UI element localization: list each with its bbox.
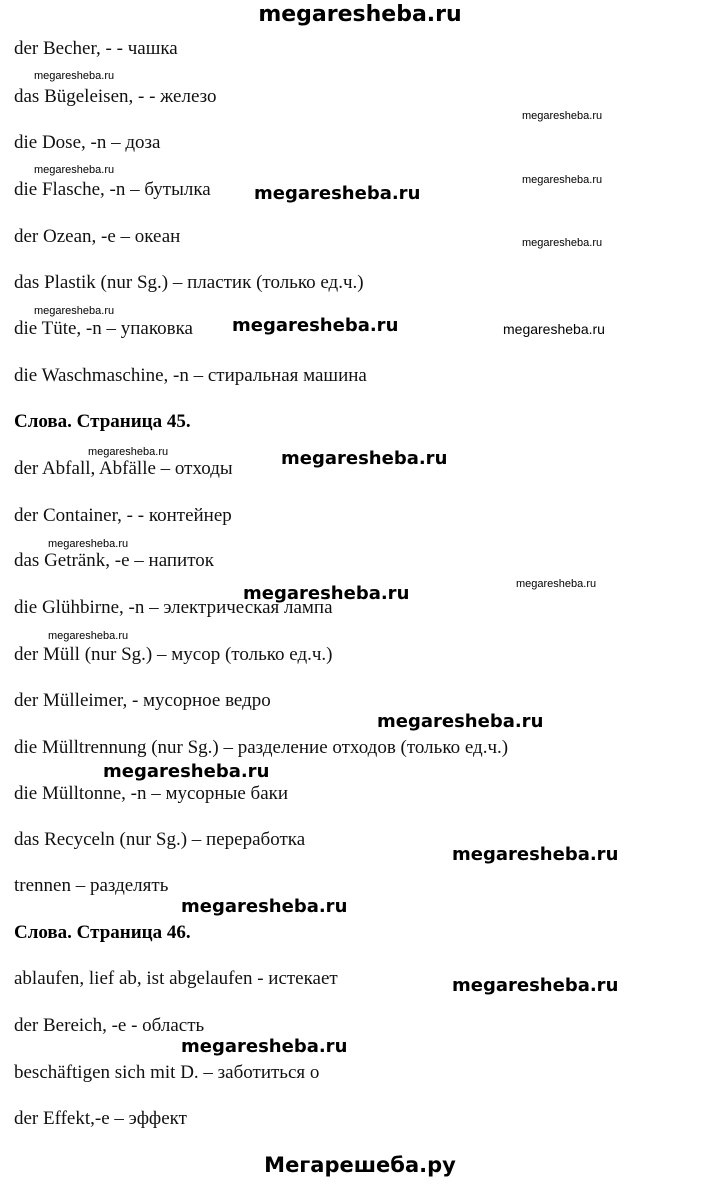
watermark-large: megaresheba.ru — [452, 844, 619, 865]
watermark-small: megaresheba.ru — [522, 237, 603, 249]
vocab-entry: die Tüte, -n – упаковка — [14, 318, 193, 339]
section-heading: Слова. Страница 45. — [14, 411, 191, 432]
watermark-small: megaresheba.ru — [522, 110, 603, 122]
vocab-entry: der Abfall, Abfälle – отходы — [14, 458, 233, 479]
vocab-entry: die Waschmaschine, -n – стиральная машина — [14, 365, 367, 386]
watermark-small: megaresheba.ru — [48, 630, 129, 642]
vocab-entry: der Ozean, -e – океан — [14, 226, 181, 247]
vocab-entry: das Bügeleisen, - - железо — [14, 86, 217, 107]
watermark-small: megaresheba.ru — [88, 446, 169, 458]
vocab-entry: der Bereich, -e - область — [14, 1015, 205, 1036]
vocab-entry: beschäftigen sich mit D. – заботиться о — [14, 1062, 320, 1083]
vocab-entry: ablaufen, lief ab, ist abgelaufen - истекает — [14, 968, 338, 989]
watermark-large: megaresheba.ru — [281, 448, 448, 469]
vocab-entry: das Getränk, -e – напиток — [14, 550, 215, 571]
watermark-small: megaresheba.ru — [48, 538, 129, 550]
vocab-entry: der Mülleimer, - мусорное ведро — [14, 690, 271, 711]
watermark-small: megaresheba.ru — [34, 164, 115, 176]
site-footer: Мегарешеба.ру — [264, 1153, 456, 1177]
vocab-entry: der Container, - - контейнер — [14, 505, 232, 526]
vocab-entry: das Plastik (nur Sg.) – пластик (только ед.ч.) — [14, 272, 364, 293]
vocab-entry: die Dose, -n – доза — [14, 132, 161, 153]
watermark-large: megaresheba.ru — [254, 183, 421, 204]
vocab-entry: der Effekt,-e – эффект — [14, 1108, 187, 1129]
watermark-small: megaresheba.ru — [516, 578, 597, 590]
watermark-large: megaresheba.ru — [232, 315, 399, 336]
section-heading: Слова. Страница 46. — [14, 922, 191, 943]
site-header: megaresheba.ru — [258, 2, 462, 27]
watermark-large: megaresheba.ru — [181, 1036, 348, 1057]
watermark-large: megaresheba.ru — [103, 761, 270, 782]
watermark-large: megaresheba.ru — [243, 583, 410, 604]
vocab-entry: der Becher, - - чашка — [14, 38, 178, 59]
vocab-entry: die Flasche, -n – бутылка — [14, 179, 211, 200]
watermark-large: megaresheba.ru — [181, 896, 348, 917]
vocab-entry: trennen – разделять — [14, 875, 169, 896]
vocab-entry: die Mülltonne, -n – мусорные баки — [14, 783, 289, 804]
watermark-large: megaresheba.ru — [452, 975, 619, 996]
vocab-entry: der Müll (nur Sg.) – мусор (только ед.ч.) — [14, 644, 333, 665]
watermark-large: megaresheba.ru — [377, 711, 544, 732]
watermark-small: megaresheba.ru — [522, 174, 603, 186]
vocab-entry: die Mülltrennung (nur Sg.) – разделение отходов (только ед.ч.) — [14, 737, 509, 758]
vocab-entry: das Recyceln (nur Sg.) – переработка — [14, 829, 306, 850]
watermark-medium: megaresheba.ru — [503, 321, 605, 337]
watermark-small: megaresheba.ru — [34, 70, 115, 82]
watermark-small: megaresheba.ru — [34, 305, 115, 317]
vocab-entry: die Glühbirne, -n – электрическая лампа — [14, 597, 333, 618]
